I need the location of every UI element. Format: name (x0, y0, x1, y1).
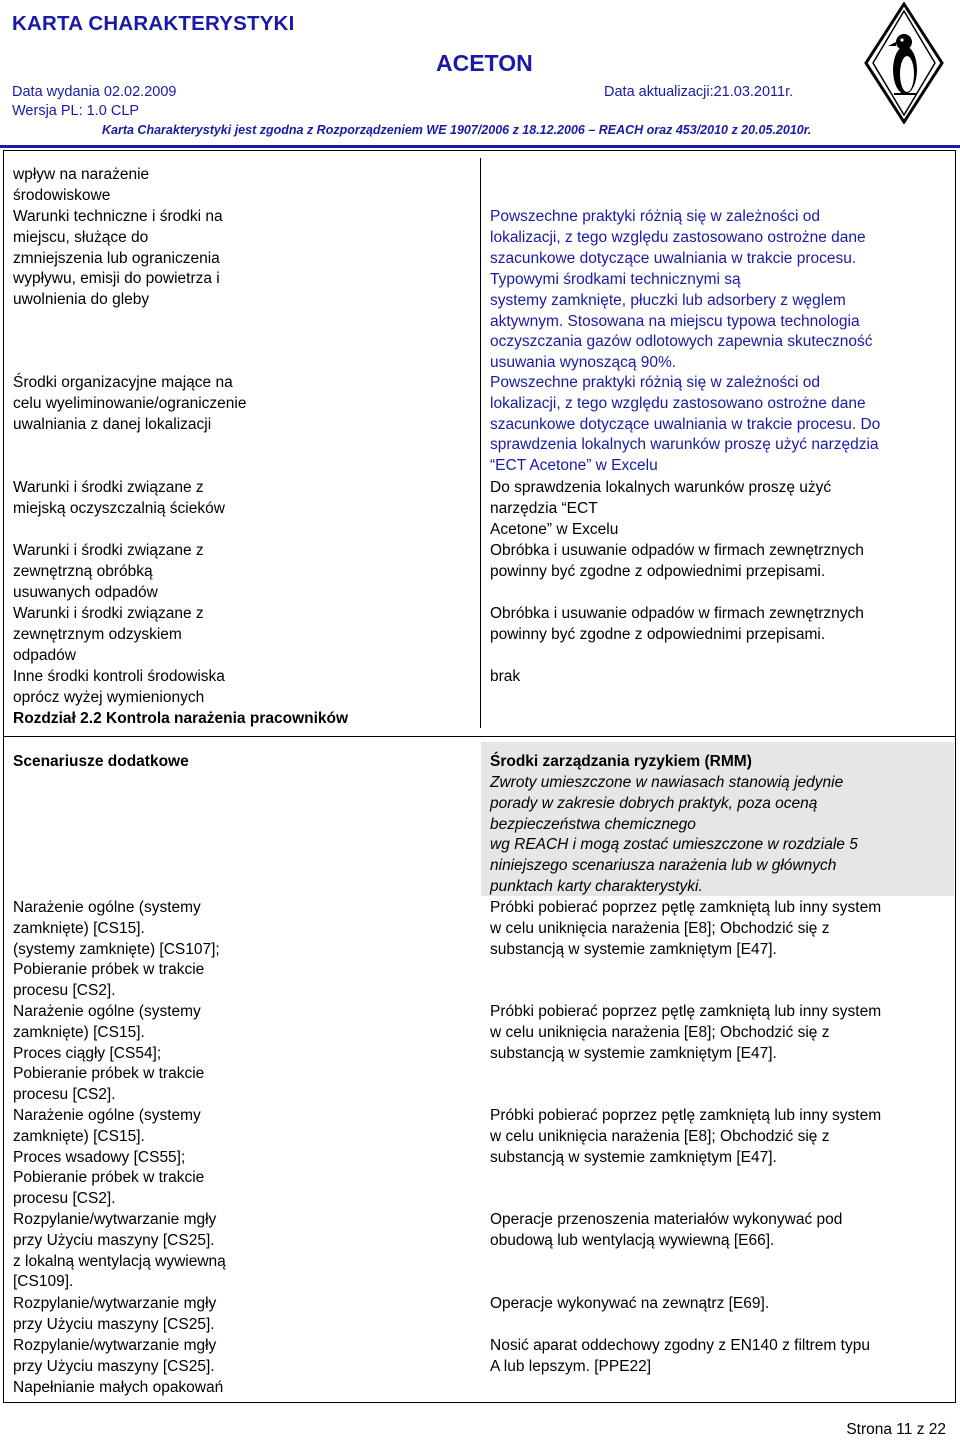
document-type-title: KARTA CHARAKTERYSTYKI (12, 12, 295, 35)
rmm-heading: Środki zarządzania ryzykiem (RMM) (490, 753, 752, 770)
risk-measure-item: Próbki pobierać poprzez pętlę zamkniętą lub inny system w celu uniknięcia narażenia [E8]; Obchodzić się z substancją w systemie zamkniętym [E47]. (490, 899, 882, 958)
technical-measures-text: Typowymi środkami technicznymi są systemy zamknięte, płuczki lub adsorbery z węglem aktywnym. Stosowana na miejscu typowa technologia oczyszczania gazów odlotowych zapewnia skuteczność usuwania wynoszącą 90%. (490, 271, 873, 372)
scenario-item: Narażenie ogólne (systemy zamknięte) [CS15]. Proces wsadowy [CS55]; Pobieranie próbek w trakcie procesu [CS2]. (13, 1107, 205, 1208)
external-waste-label: Warunki i środki związane z zewnętrzną obróbką usuwanych odpadów (13, 542, 204, 601)
rmm-note: Zwroty umieszczone w nawiasach stanowią jedynie porady w zakresie dobrych praktyk, poza oceną bezpieczeństwa chemicznego wg REACH i mogą zostać umieszczone w rozdziale 5 niniejszego scenariusza narażenia lub w głównych punktach karty charakterystyki. (490, 774, 858, 895)
section-divider (4, 736, 956, 737)
header-divider (0, 145, 960, 148)
product-name: ACETON (436, 50, 533, 76)
env-influence-label: wpływ na narażenie środowiskowe (13, 166, 150, 204)
issue-date: Data wydania 02.02.2009 (12, 84, 177, 100)
other-controls-label: Inne środki kontroli środowiska oprócz wyżej wymienionych (13, 668, 225, 706)
risk-measure-item: Operacje wykonywać na zewnątrz [E69]. (490, 1295, 770, 1312)
additional-scenarios-heading: Scenariusze dodatkowe (13, 753, 189, 770)
page-number: Strona 11 z 22 (846, 1421, 946, 1438)
scenario-item: Rozpylanie/wytwarzanie mgły przy Użyciu maszyny [CS25]. (13, 1337, 217, 1375)
scenario-item: Rozpylanie/wytwarzanie mgły przy Użyciu maszyny [CS25]. (13, 1295, 217, 1333)
municipal-wwt-label: Warunki i środki związane z miejską oczyszczalnią ścieków (13, 479, 225, 517)
waste-recovery-text: Obróbka i usuwanie odpadów w firmach zewnętrznych powinny być zgodne z odpowiednimi przepisami. (490, 605, 864, 643)
common-practices-ect-text: Powszechne praktyki różnią się w zależności od lokalizacji, z tego względu zastosowano ostrożne dane szacunkowe dotyczące uwalniania w trakcie procesu. Do sprawdzenia lokalnych warunków proszę użyć narzędzia “ECT Acetone” w Excelu (490, 374, 881, 475)
penguin-diamond-logo (864, 2, 944, 124)
technical-conditions-label: Warunki techniczne i środki na miejscu, służące do zmniejszenia lub ograniczenia wypływu, emisji do powietrza i uwolnienia do gleby (13, 208, 223, 309)
column-divider (480, 158, 481, 728)
risk-measure-item: Operacje przenoszenia materiałów wykonywać pod obudową lub wentylacją wywiewną [E66]. (490, 1211, 843, 1249)
risk-measure-item: Próbki pobierać poprzez pętlę zamkniętą lub inny system w celu uniknięcia narażenia [E8]; Obchodzić się z substancją w systemie zamkniętym [E47]. (490, 1003, 882, 1062)
section-heading: Rozdział 2.2 Kontrola narażenia pracowników (13, 710, 349, 727)
version-label: Wersja PL: 1.0 CLP (12, 103, 140, 119)
none-value: brak (490, 668, 521, 685)
waste-treatment-text: Obróbka i usuwanie odpadów w firmach zewnętrznych powinny być zgodne z odpowiednimi przepisami. (490, 542, 864, 580)
risk-measure-item: Nosić aparat oddechowy zgodny z EN140 z filtrem typu A lub lepszym. [PPE22] (490, 1337, 870, 1375)
risk-measure-item: Próbki pobierać poprzez pętlę zamkniętą lub inny system w celu uniknięcia narażenia [E8]; Obchodzić się z substancją w systemie zamkniętym [E47]. (490, 1107, 882, 1166)
scenario-item: Narażenie ogólne (systemy zamknięte) [CS15]. Proces ciągły [CS54]; Pobieranie próbek w trakcie procesu [CS2]. (13, 1003, 205, 1104)
common-practices-text: Powszechne praktyki różnią się w zależności od lokalizacji, z tego względu zastosowano ostrożne dane szacunkowe dotyczące uwalniania w trakcie procesu. (490, 208, 866, 267)
organizational-measures-label: Środki organizacyjne mające na celu wyeliminowanie/ograniczenie uwalniania z danej lokalizacji (13, 374, 247, 433)
scenario-item: Rozpylanie/wytwarzanie mgły przy Użyciu maszyny [CS25]. z lokalną wentylacją wywiewną [CS109]. (13, 1211, 226, 1291)
scenario-item: Narażenie ogólne (systemy zamknięte) [CS15]. (systemy zamknięte) [CS107]; Pobieranie próbek w trakcie procesu [CS2]. (13, 899, 220, 1000)
scenario-item: Napełnianie małych opakowań (13, 1379, 224, 1396)
external-recovery-label: Warunki i środki związane z zewnętrznym odzyskiem odpadów (13, 605, 204, 664)
regulation-note: Karta Charakterystyki jest zgodna z Rozporządzeniem WE 1907/2006 z 18.12.2006 – REACH oraz 453/2010 z 20.05.2010r. (102, 123, 812, 137)
update-date: Data aktualizacji:21.03.2011r. (604, 84, 794, 100)
ect-check-text: Do sprawdzenia lokalnych warunków proszę użyć narzędzia “ECT Acetone” w Excelu (490, 479, 832, 538)
